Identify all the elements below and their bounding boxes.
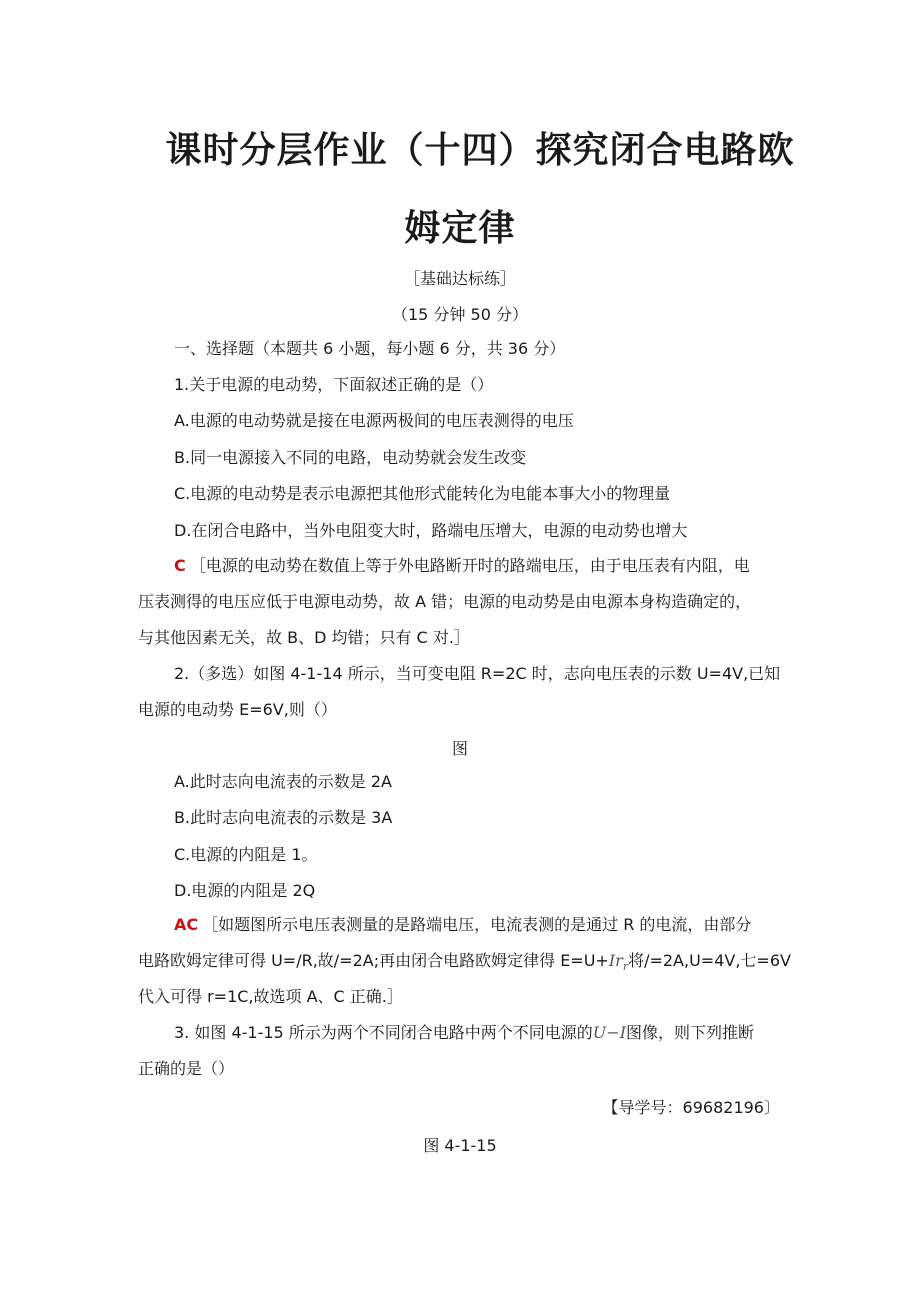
q2-figure-caption: 图 [451,739,468,758]
section-label: ［基础达标练］ [403,269,516,288]
section-heading: 一、选择题（本题共 6 小题，每小题 6 分，共 36 分） [174,339,566,358]
q2-explanation-2-part-b: 将/=2A,U=4V,七=6V [628,951,791,970]
q2-explanation-2-part-a: 电路欧姆定律可得 U=/R,故/=2A;再由闭合电路欧姆定律得 E=U+ [138,951,609,970]
q2-explanation-2-sub: r [622,960,629,974]
q1-answer: C [174,556,186,575]
q1-explanation-3: 与其他因素无关，故 B、D 均错；只有 C 对.］ [138,628,470,647]
q2-answer: AC [174,915,199,934]
q2-explanation-2 [138,950,791,978]
q2-answer-line [174,914,751,936]
q1-option-c: C.电源的电动势是表示电源把其他形式能转化为电能本事大小的物理量 [174,484,671,503]
q3-stem-1 [174,1022,754,1044]
q2-option-d: D.电源的内阻是 2Q [174,881,316,900]
q3-figure-caption: 图 4-1-15 [423,1136,497,1155]
q3-stem-1-part-b: 图像，则下列推断 [626,1023,755,1042]
q2-explanation-2-math: Ir [608,951,623,970]
q2-explanation-3: 代入可得 r=1C,故选项 A、C 正确.］ [138,987,403,1006]
q3-stem-1-math: U−I [592,1023,627,1042]
q1-stem: 1.关于电源的电动势，下面叙述正确的是（） [174,375,494,394]
document-title-line-2: 姆定律 [404,208,516,249]
q2-option-c: C.电源的内阻是 1。 [174,845,318,864]
q2-stem-1: 2.（多选）如图 4-1-14 所示，当可变电阻 R=2C 时，志向电压表的示数 U=4V,已知 [174,664,781,683]
q2-option-b: B.此时志向电流表的示数是 3A [174,808,393,827]
q2-stem-2: 电源的电动势 E=6V,则（） [138,700,337,719]
guide-number: 【导学号：69682196〕 [602,1098,780,1117]
q2-option-a: A.此时志向电流表的示数是 2A [174,772,392,791]
q1-option-b: B.同一电源接入不同的电路，电动势就会发生改变 [174,448,527,467]
q3-stem-2: 正确的是（） [138,1059,235,1078]
q1-explanation-2: 压表测得的电压应低于电源电动势，故 A 错；电源的电动势是由电源本身构造确定的， [138,592,752,611]
document-title-line-1: 课时分层作业（十四）探究闭合电路欧 [165,130,795,171]
q1-explanation-1: ［电源的电动势在数值上等于外电路断开时的路端电压，由于电压表有内阻，电 [189,556,750,575]
q1-option-d: D.在闭合电路中，当外电阻变大时，路端电压增大，电源的电动势也增大 [174,521,688,540]
q3-stem-1-part-a: 3. 如图 4-1-15 所示为两个不同闭合电路中两个不同电源的 [174,1023,593,1042]
q1-option-a: A.电源的电动势就是接在电源两极间的电压表测得的电压 [174,411,574,430]
q2-explanation-1: ［如题图所示电压表测量的是路端电压，电流表测的是通过 R 的电流，由部分 [202,915,752,934]
time-limit: （15 分钟 50 分） [392,305,528,324]
q1-answer-line [174,555,750,577]
